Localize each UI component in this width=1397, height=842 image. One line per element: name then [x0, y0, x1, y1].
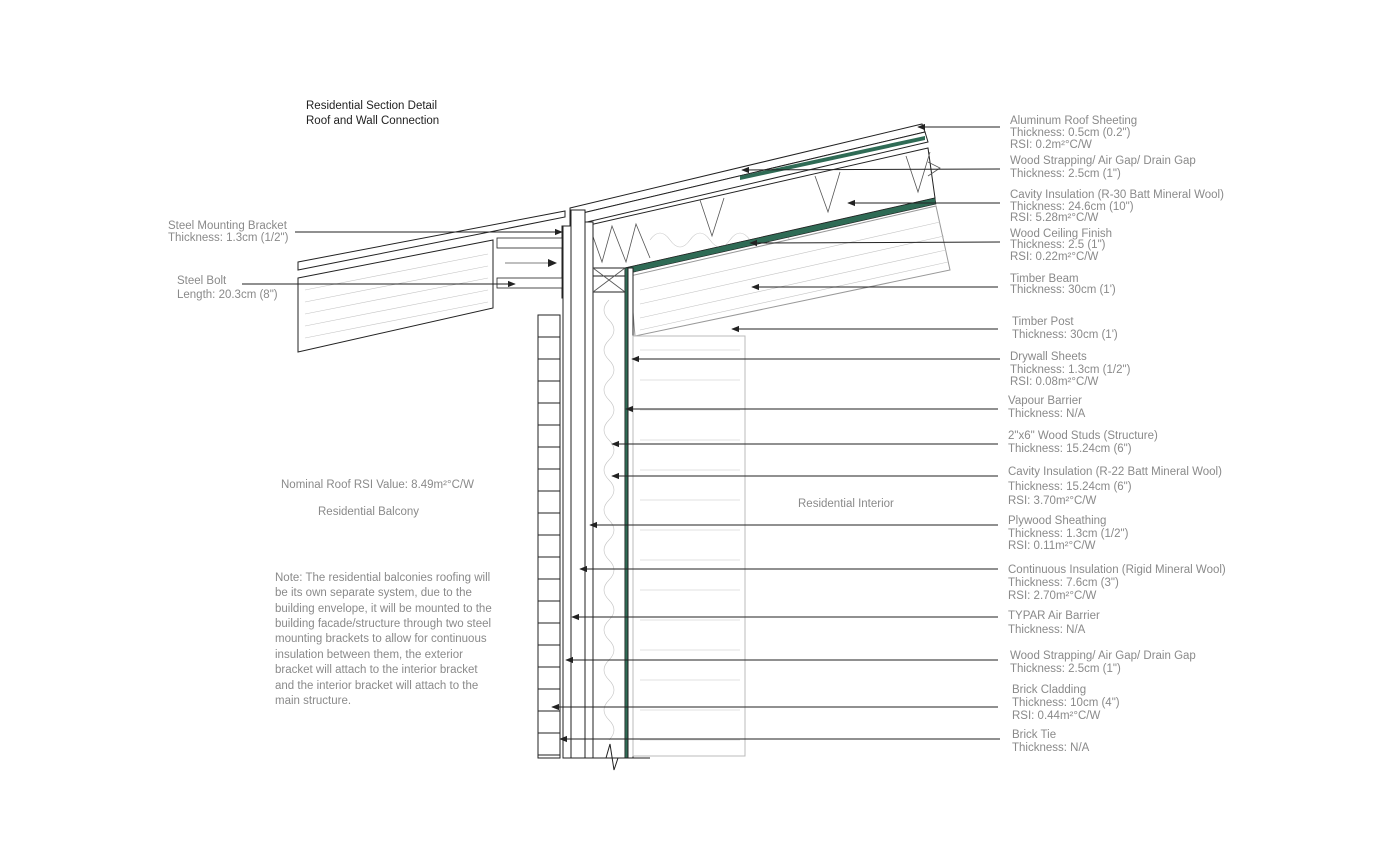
nominal-rsi-label: Nominal Roof RSI Value: 8.49m²°C/W [281, 479, 474, 491]
callout-tie-thickness: Thickness: N/A [1012, 742, 1090, 754]
callout-vapour-title: Vapour Barrier [1008, 395, 1082, 407]
callout-brick-rsi: RSI: 0.44m²°C/W [1012, 710, 1101, 722]
callout-typar-title: TYPAR Air Barrier [1008, 610, 1100, 622]
callout-drywall-title: Drywall Sheets [1010, 351, 1087, 363]
note-line: be its own separate system, due to the [275, 587, 472, 599]
callout-post-thickness: Thickness: 30cm (1') [1012, 329, 1118, 341]
callout-cavity-r30-title: Cavity Insulation (R-30 Batt Mineral Wool) [1010, 189, 1224, 201]
callout-cavity-r22-title: Cavity Insulation (R-22 Batt Mineral Wool) [1008, 466, 1222, 478]
callout-roof-strapping-thickness: Thickness: 2.5cm (1") [1010, 168, 1121, 180]
note-line: Note: The residential balconies roofing will [275, 572, 491, 584]
callout-continuous-thickness: Thickness: 7.6cm (3") [1008, 577, 1119, 589]
note-block [275, 572, 492, 707]
callout-bolt-length: Length: 20.3cm (8") [177, 289, 278, 301]
callout-ceiling-rsi: RSI: 0.22m²°C/W [1010, 251, 1099, 263]
note-line: main structure. [275, 695, 352, 707]
callout-studs-title: 2"x6" Wood Studs (Structure) [1008, 430, 1158, 442]
callout-continuous-rsi: RSI: 2.70m²°C/W [1008, 590, 1097, 602]
callout-studs-thickness: Thickness: 15.24cm (6") [1008, 443, 1132, 455]
callout-wall-strapping-title: Wood Strapping/ Air Gap/ Drain Gap [1010, 650, 1196, 662]
callout-ceiling-title: Wood Ceiling Finish [1010, 228, 1113, 240]
callout-roof-sheeting-title: Aluminum Roof Sheeting [1010, 115, 1138, 127]
interior-label: Residential Interior [798, 498, 894, 510]
callout-cavity-r30-thickness: Thickness: 24.6cm (10") [1010, 201, 1134, 213]
balcony-label: Residential Balcony [318, 506, 420, 518]
callout-typar-thickness: Thickness: N/A [1008, 624, 1086, 636]
callout-continuous-title: Continuous Insulation (Rigid Mineral Wool) [1008, 564, 1226, 576]
callout-roof-strapping-title: Wood Strapping/ Air Gap/ Drain Gap [1010, 155, 1196, 167]
note-line: and the interior bracket will attach to the [275, 680, 479, 692]
title-line2: Roof and Wall Connection [306, 115, 440, 127]
callout-roof-sheeting-rsi: RSI: 0.2m²°C/W [1010, 139, 1092, 151]
callout-brick-title: Brick Cladding [1012, 684, 1087, 696]
callout-plywood-title: Plywood Sheathing [1008, 515, 1107, 527]
callout-brick-thickness: Thickness: 10cm (4") [1012, 697, 1120, 709]
callout-wall-strapping-thickness: Thickness: 2.5cm (1") [1010, 663, 1121, 675]
callout-vapour-thickness: Thickness: N/A [1008, 408, 1086, 420]
callout-tie-title: Brick Tie [1012, 729, 1057, 741]
note-line: bracket will attach to the interior bracket [275, 664, 478, 676]
callout-cavity-r22-rsi: RSI: 3.70m²°C/W [1008, 495, 1097, 507]
callout-beam-title: Timber Beam [1010, 273, 1079, 285]
callout-post-title: Timber Post [1012, 316, 1074, 328]
callout-drywall-thickness: Thickness: 1.3cm (1/2") [1010, 364, 1131, 376]
callout-plywood-rsi: RSI: 0.11m²°C/W [1008, 540, 1096, 552]
callout-cavity-r22-thickness: Thickness: 15.24cm (6") [1008, 481, 1132, 493]
callout-drywall-rsi: RSI: 0.08m²°C/W [1010, 376, 1099, 388]
callout-bracket-title: Steel Mounting Bracket [168, 220, 287, 232]
note-line: insulation between them, the exterior [275, 649, 463, 661]
callout-ceiling-thickness: Thickness: 2.5 (1") [1010, 239, 1106, 251]
note-line: mounting brackets to allow for continuous [275, 633, 487, 645]
note-line: building envelope, it will be mounted to the [275, 603, 492, 615]
callout-bolt-title: Steel Bolt [177, 275, 227, 287]
callout-bracket-thickness: Thickness: 1.3cm (1/2") [168, 232, 289, 244]
callout-cavity-r30-rsi: RSI: 5.28m²°C/W [1010, 212, 1099, 224]
callout-plywood-thickness: Thickness: 1.3cm (1/2") [1008, 528, 1129, 540]
callout-roof-sheeting-thickness: Thickness: 0.5cm (0.2") [1010, 127, 1131, 139]
title-line1: Residential Section Detail [306, 100, 438, 112]
callout-beam-thickness: Thickness: 30cm (1') [1010, 284, 1116, 296]
note-line: building facade/structure through two steel [275, 618, 492, 630]
steel-bracket [497, 226, 570, 298]
